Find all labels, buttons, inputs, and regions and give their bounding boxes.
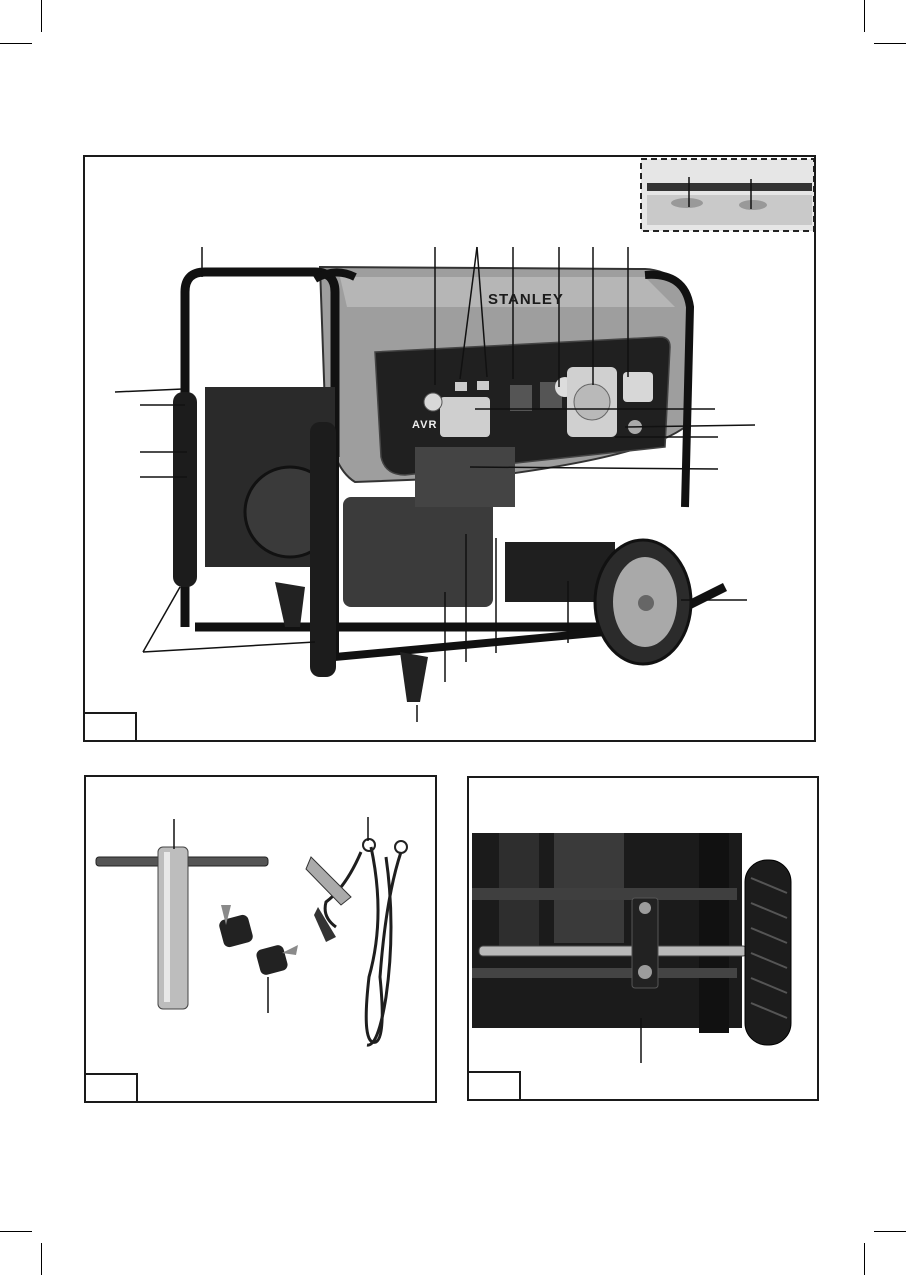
crop-mark-bottom-left-h	[0, 1231, 32, 1232]
handle-left	[173, 392, 197, 587]
accessories-illustration	[86, 777, 437, 1103]
axle-rod	[479, 946, 747, 956]
brand-logo: STANLEY	[488, 291, 564, 308]
crop-mark-bottom-right-v	[864, 1243, 865, 1275]
figure-axle	[467, 776, 819, 1101]
crop-mark-bottom-right-h	[874, 1231, 906, 1232]
figure-label-axle	[469, 1071, 521, 1099]
crop-mark-top-left-h	[0, 43, 32, 44]
axle-illustration	[469, 778, 819, 1101]
crop-mark-top-right-v	[864, 0, 865, 32]
battery-cables	[325, 847, 401, 1045]
figure-label-accessories	[86, 1073, 138, 1101]
avr-label: AVR	[412, 419, 438, 431]
figure-generator	[83, 155, 816, 742]
figure-accessories	[84, 775, 437, 1103]
figure-label-main	[85, 712, 137, 740]
ignition-key	[218, 914, 254, 949]
handle-right	[310, 422, 336, 677]
crop-mark-top-right-h	[874, 43, 906, 44]
crop-mark-top-left-v	[41, 0, 42, 32]
crop-mark-bottom-left-v	[41, 1243, 42, 1275]
generator-illustration	[85, 157, 816, 742]
